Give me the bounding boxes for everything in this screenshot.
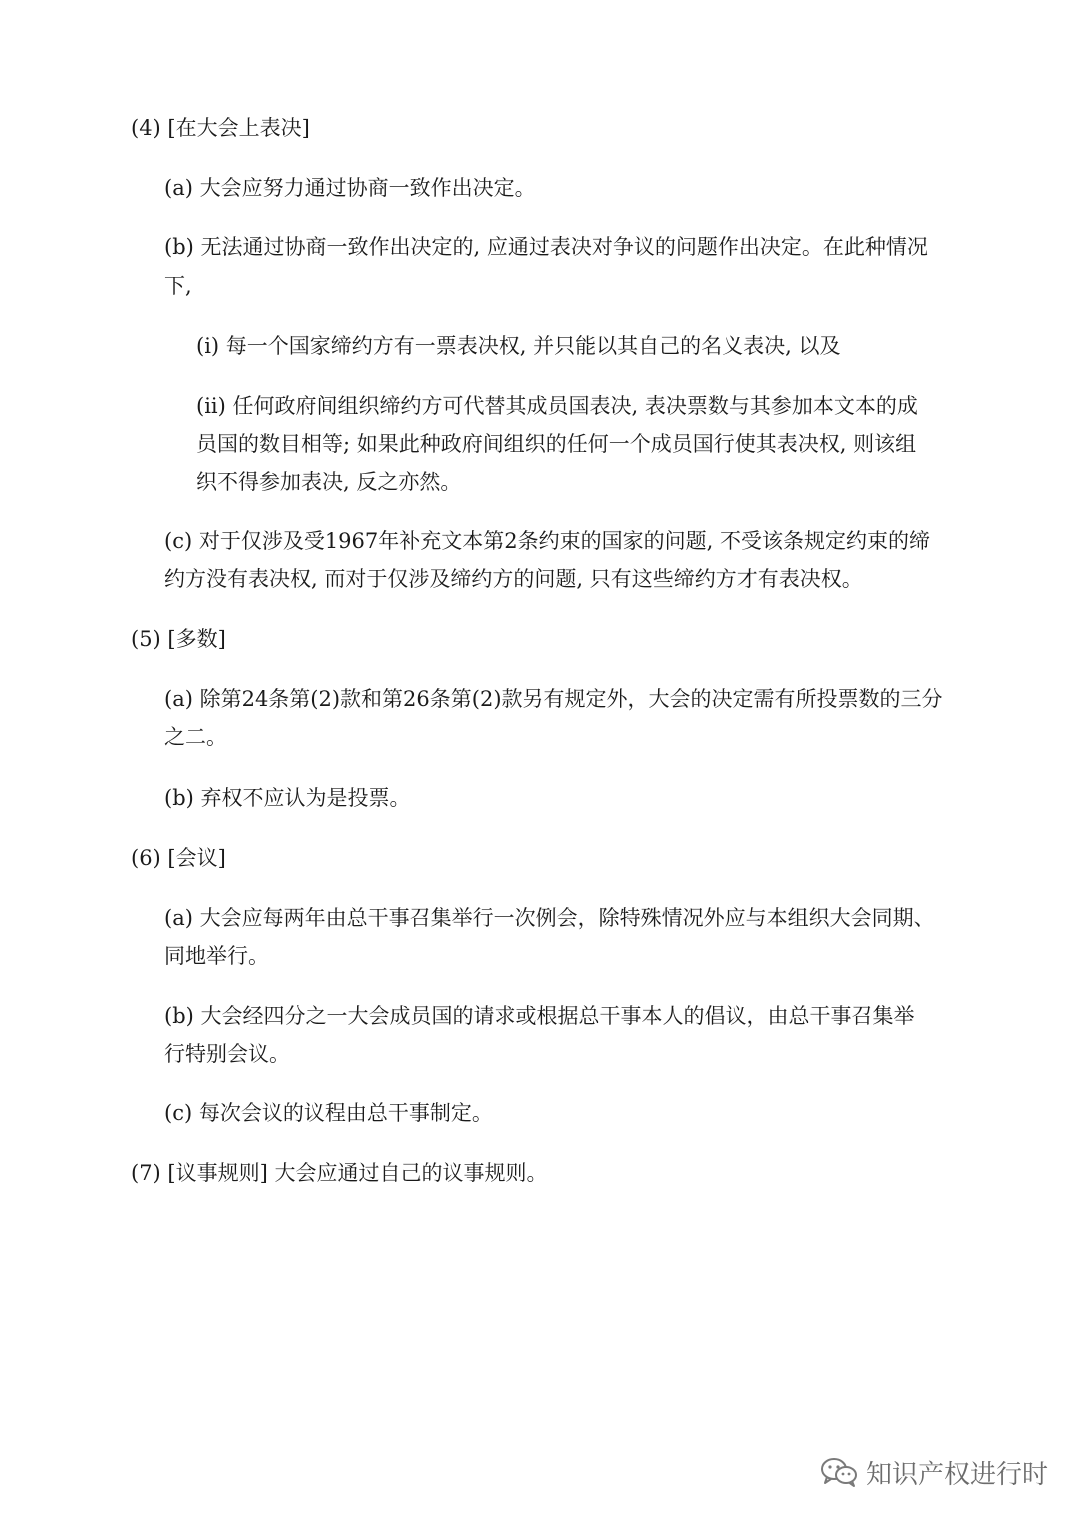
watermark bbox=[820, 1452, 1048, 1492]
section-5-heading: (5) [多数] bbox=[131, 627, 226, 651]
section-4b-ii-text-line1: (ii) 任何政府间组织缔约方可代替其成员国表决, 表决票数与其参加本文本的成 bbox=[196, 394, 918, 418]
section-5b-text: (b) 弃权不应认为是投票。 bbox=[164, 786, 411, 810]
section-4b-text-line2: 下, bbox=[164, 274, 192, 298]
section-4c-text-line1: (c) 对于仅涉及受1967年补充文本第2条约束的国家的问题, 不受该条规定约束的缔 bbox=[164, 529, 930, 553]
wechat-icon bbox=[820, 1456, 858, 1488]
section-4-heading: (4) [在大会上表决] bbox=[131, 116, 310, 140]
section-5a-text-line1: (a) 除第24条第(2)款和第26条第(2)款另有规定外，大会的决定需有所投票数的三分 bbox=[164, 687, 943, 711]
section-6a-text-line2: 同地举行。 bbox=[164, 944, 269, 968]
section-6c-text: (c) 每次会议的议程由总干事制定。 bbox=[164, 1101, 493, 1125]
section-4a-text: (a) 大会应努力通过协商一致作出决定。 bbox=[164, 176, 536, 200]
watermark-text: 知识产权进行时 bbox=[866, 1459, 1049, 1490]
section-4b-ii-text-line2: 员国的数目相等; 如果此种政府间组织的任何一个成员国行使其表决权, 则该组 bbox=[196, 432, 917, 456]
section-7-text: (7) [议事规则] 大会应通过自己的议事规则。 bbox=[131, 1161, 548, 1185]
section-4b-i-text: (i) 每一个国家缔约方有一票表决权, 并只能以其自己的名义表决, 以及 bbox=[196, 334, 841, 358]
section-4b-ii-text-line3: 织不得参加表决, 反之亦然。 bbox=[196, 470, 462, 494]
section-6b-text-line1: (b) 大会经四分之一大会成员国的请求或根据总干事本人的倡议，由总干事召集举 bbox=[164, 1004, 915, 1028]
section-6-heading: (6) [会议] bbox=[131, 846, 226, 870]
section-5a-text-line2: 之二。 bbox=[164, 725, 227, 749]
section-4c-text-line2: 约方没有表决权, 而对于仅涉及缔约方的问题, 只有这些缔约方才有表决权。 bbox=[164, 567, 863, 591]
section-4b-text-line1: (b) 无法通过协商一致作出决定的, 应通过表决对争议的问题作出决定。在此种情况 bbox=[164, 235, 928, 259]
section-6a-text-line1: (a) 大会应每两年由总干事召集举行一次例会，除特殊情况外应与本组织大会同期、 bbox=[164, 906, 935, 930]
section-6b-text-line2: 行特别会议。 bbox=[164, 1042, 290, 1066]
